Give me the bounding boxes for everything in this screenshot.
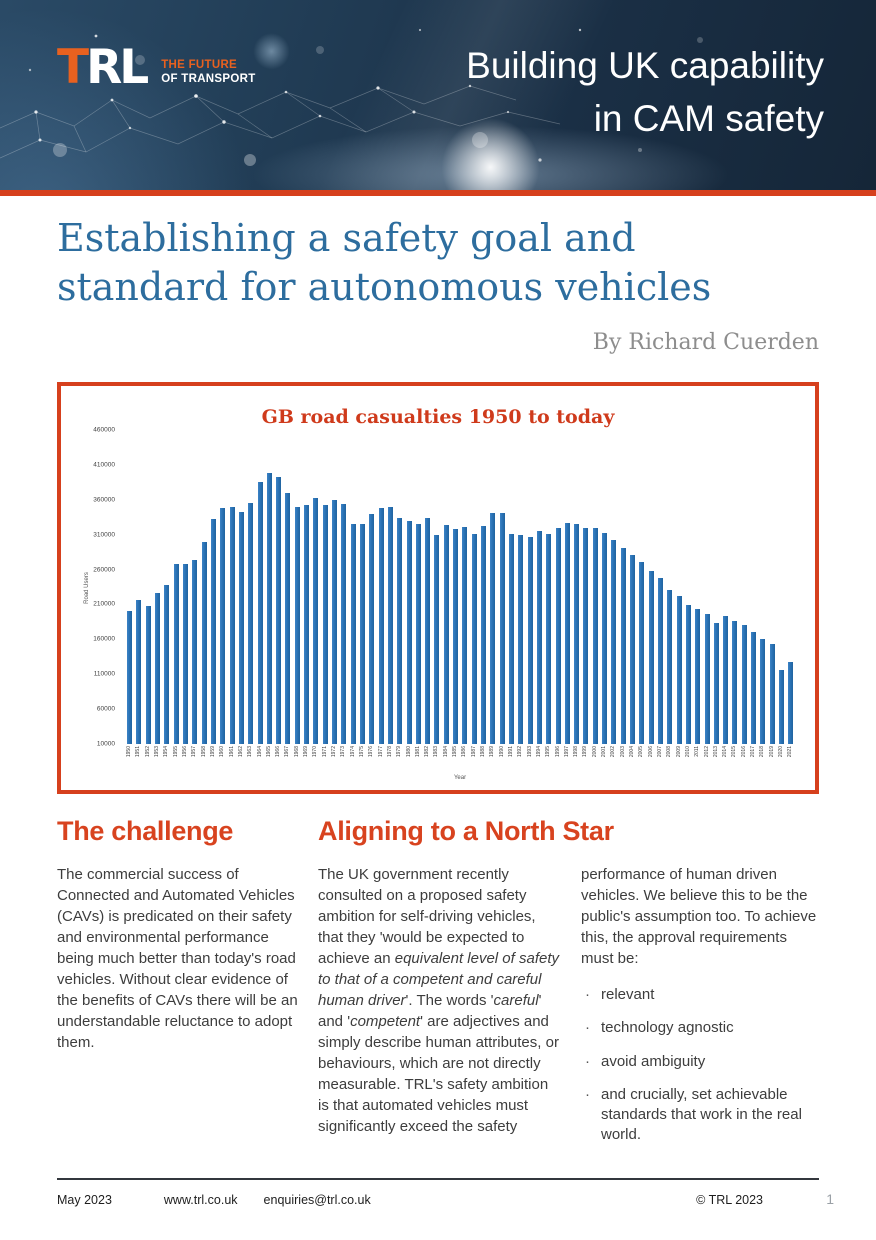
bar-slot [200,430,209,744]
x-tick-label: 1962 [237,746,244,758]
casualty-bar [174,564,179,744]
logo-tagline [161,59,255,89]
bar-slot [619,430,628,744]
x-tick-label: 2010 [684,746,691,758]
casualty-bar [537,531,542,744]
casualty-bar [164,585,169,744]
x-tick-label: 1990 [498,746,505,758]
bar-slot [684,430,693,744]
bar-slot [451,430,460,744]
casualty-bar [462,527,467,744]
x-axis-labels [125,746,795,772]
casualty-bar [779,670,784,744]
bar-slot [572,430,581,744]
casualty-bar [258,482,263,744]
page-footer [57,1178,834,1207]
bar-slot [386,430,395,744]
casualty-bar [500,513,505,744]
casualty-bar [425,518,430,744]
report-series-title-line1: Building UK capability [466,45,824,86]
x-tick-label: 1964 [256,746,263,758]
bar-slot [553,430,562,744]
x-tick-label: 2009 [675,746,682,758]
casualty-bar [481,526,486,744]
casualty-bar [760,639,765,744]
bar-slot [768,430,777,744]
casualty-bar [276,477,281,744]
bar-slot [376,430,385,744]
x-tick-label: 2019 [768,746,775,758]
bar-slot [479,430,488,744]
casualty-bar [546,534,551,744]
page-number: 1 [826,1191,834,1207]
casualty-bar [239,512,244,744]
x-tick-label: 1999 [582,746,589,758]
x-tick-label: 1997 [563,746,570,758]
casualty-bar [323,505,328,744]
x-tick-label: 1988 [480,746,487,758]
casualty-bar [732,621,737,744]
casualty-bar [639,562,644,744]
bullet-marker: · [585,986,590,1003]
x-tick-label: 1974 [349,746,356,758]
casualty-bar [677,596,682,744]
x-tick-label: 2020 [778,746,785,758]
casualty-bar [295,507,300,744]
bar-slot [172,430,181,744]
casualty-bar [434,535,439,744]
bar-slot [162,430,171,744]
casualty-bar [416,524,421,744]
casualty-bar [602,533,607,744]
chart-title: GB road casualties 1950 to today [261,406,615,428]
tagline-line1: THE FUTURE [161,59,238,72]
x-tick-label: 1966 [275,746,282,758]
footer-row [57,1193,819,1207]
casualty-bar [388,507,393,744]
casualty-bar [230,507,235,744]
y-tick-label: 260000 [93,566,115,574]
x-tick-label: 1957 [191,746,198,758]
bar-slot [525,430,534,744]
bar-slot [227,430,236,744]
x-tick-label: 1973 [340,746,347,758]
trl-logo-wordmark [57,40,147,95]
y-tick-label: 310000 [93,531,115,539]
bar-slot [665,430,674,744]
x-tick-label: 2003 [619,746,626,758]
bar-slot [498,430,507,744]
x-tick-label: 1987 [470,746,477,758]
page-title-line1: Establishing a safety goal and [57,216,636,260]
casualty-bar [220,508,225,744]
bar-slot [144,430,153,744]
header-accent-rule [0,190,876,196]
x-tick-label: 1977 [377,746,384,758]
challenge-paragraph: The commercial success of Connected and Automated Vehicles (CAVs) is predicated on their safety and environmental performance being much better than today's road vehicles. Without clear evidence of the benefits of CAVs there will be an understandable reluctance to adopt them. [57,866,298,1051]
x-tick-label: 1983 [433,746,440,758]
casualty-bar [770,644,775,744]
x-tick-label: 2008 [666,746,673,758]
bar-slot [581,430,590,744]
bar-slot [442,430,451,744]
x-tick-label: 1986 [461,746,468,758]
x-tick-label: 2006 [647,746,654,758]
requirement-text: relevant [601,986,655,1003]
x-tick-label: 2000 [591,746,598,758]
casualty-bar [649,571,654,744]
footer-website-link[interactable]: www.trl.co.uk [163,1193,238,1207]
x-tick-label: 1958 [200,746,207,758]
x-tick-label: 2021 [787,746,794,758]
footer-email-link[interactable]: enquiries@trl.co.uk [263,1193,371,1207]
north-star-paragraph-1: The UK government recently consulted on a proposed safety ambition for self-driving vehicles, that they 'would be expected to achieve an equivalent level of safety to that of a competent and careful human driver'. The words 'careful' and 'competent' are adjectives and simply describe human attributes, or behaviours, which are not directly measurable. TRL's safety ambition is that automated vehicles must significantly exceed the safety [318,866,560,1135]
bar-slot [777,430,786,744]
casualty-bar [379,508,384,744]
x-tick-label: 1995 [545,746,552,758]
casualty-bar [146,606,151,744]
bar-slot [330,430,339,744]
section-heading-challenge: The challenge [57,816,234,846]
bar-slot [339,430,348,744]
casualty-bar [313,498,318,744]
bar-slot [544,430,553,744]
casualty-bar [155,593,160,744]
x-tick-label: 2013 [712,746,719,758]
bar-slot [255,430,264,744]
bar-slot [265,430,274,744]
casualty-bar [565,523,570,744]
bar-slot [395,430,404,744]
casualty-bar [192,560,197,744]
bar-slot [786,430,795,744]
x-tick-label: 1992 [517,746,524,758]
requirement-item [581,1085,819,1146]
y-tick-label: 460000 [93,426,115,434]
casualty-bar [667,590,672,744]
page-title [57,214,819,313]
x-tick-label: 1993 [526,746,533,758]
x-tick-label: 1956 [182,746,189,758]
bar-slot [293,430,302,744]
casualty-bar [490,513,495,744]
bar-slot [702,430,711,744]
casualty-bar [304,505,309,744]
bar-slot [470,430,479,744]
casualty-bar [211,519,216,744]
report-series-title-line2: in CAM safety [593,97,824,139]
casualty-bar [248,503,253,744]
x-tick-label: 1980 [405,746,412,758]
bar-slot [367,430,376,744]
casualty-bar [351,524,356,744]
x-tick-label: 1981 [414,746,421,758]
y-tick-label: 160000 [93,635,115,643]
requirement-text: avoid ambiguity [601,1052,706,1070]
x-tick-label: 1979 [396,746,403,758]
casualty-bar [695,609,700,744]
x-tick-label: 1951 [135,746,142,758]
bar-slot [674,430,683,744]
tagline-line2: OF TRANSPORT [161,72,256,85]
casualty-bar [341,504,346,744]
casualty-bar [267,473,272,744]
bar-slot [274,430,283,744]
casualty-bar [518,535,523,744]
bar-slot [302,430,311,744]
x-tick-label: 2005 [638,746,645,758]
chart-bars [125,430,795,744]
bar-slot [283,430,292,744]
casualty-bar [183,564,188,744]
bar-slot [563,430,572,744]
bar-slot [488,430,497,744]
bar-slot [647,430,656,744]
bar-slot [237,430,246,744]
casualty-bar [285,493,290,744]
x-tick-label: 1960 [219,746,226,758]
x-tick-label: 1998 [573,746,580,758]
casualty-bar [472,534,477,744]
y-tick-label: 410000 [93,461,115,469]
x-tick-label: 1955 [172,746,179,758]
bar-slot [628,430,637,744]
casualty-bar [556,528,561,744]
bar-slot [134,430,143,744]
x-tick-label: 2014 [722,746,729,758]
page-title-line2: standard for autonomous vehicles [57,265,712,310]
casualty-bar [742,625,747,744]
x-tick-label: 2007 [656,746,663,758]
bar-slot [414,430,423,744]
x-tick-label: 1959 [209,746,216,758]
casualty-bar [621,548,626,744]
bar-slot [712,430,721,744]
x-tick-label: 2004 [629,746,636,758]
x-tick-label: 1952 [144,746,151,758]
y-tick-label: 10000 [96,740,115,748]
header-banner [0,0,876,190]
bar-slot [693,430,702,744]
bar-slot [432,430,441,744]
y-axis-title: Road Users [84,572,90,604]
bar-slot [749,430,758,744]
x-tick-label: 2001 [601,746,608,758]
x-tick-label: 1989 [489,746,496,758]
casualties-chart [57,382,819,794]
logo-letter-t: T [57,40,87,95]
bar-slot [349,430,358,744]
x-tick-label: 2012 [703,746,710,758]
x-tick-label: 1967 [284,746,291,758]
x-tick-label: 1963 [247,746,254,758]
x-tick-label: 1971 [321,746,328,758]
bullet-marker: · [585,1052,590,1070]
casualty-bar [686,605,691,744]
x-tick-label: 1982 [424,746,431,758]
bar-slot [311,430,320,744]
x-tick-label: 2002 [610,746,617,758]
x-tick-label: 2016 [740,746,747,758]
casualty-bar [202,542,207,744]
casualty-bar [611,540,616,744]
casualty-bar [509,534,514,744]
bar-slot [516,430,525,744]
bar-slot [591,430,600,744]
section-heading-north-star: Aligning to a North Star [318,816,614,846]
requirement-item [581,985,819,1005]
x-tick-label: 1978 [386,746,393,758]
bar-slot [404,430,413,744]
casualty-bar [453,529,458,744]
x-tick-label: 1970 [312,746,319,758]
x-tick-label: 2017 [750,746,757,758]
casualty-bar [630,555,635,744]
requirement-item [581,1052,819,1072]
body-columns [57,816,819,1159]
bar-slot [740,430,749,744]
footer-copyright: © TRL 2023 [696,1193,763,1207]
bar-slot [125,430,134,744]
requirement-text: technology agnostic [601,1019,734,1037]
report-series-title [466,40,824,145]
bar-slot [637,430,646,744]
chart-plot-area [125,430,795,744]
x-tick-label: 1965 [265,746,272,758]
bullet-marker: · [585,1019,590,1037]
x-tick-label: 1972 [331,746,338,758]
casualty-bar [723,616,728,744]
casualty-bar [444,525,449,744]
x-tick-label: 1991 [507,746,514,758]
y-axis-labels [67,426,119,748]
x-tick-label: 1996 [554,746,561,758]
byline: By Richard Cuerden [592,330,819,355]
x-tick-label: 2011 [694,746,701,757]
casualty-bar [788,662,793,744]
x-tick-label: 1953 [154,746,161,758]
casualty-bar [583,528,588,744]
x-tick-label: 1954 [163,746,170,758]
trl-logo [57,40,256,95]
north-star-column-3 [581,864,819,1159]
bar-slot [609,430,618,744]
x-tick-label: 1994 [535,746,542,758]
casualty-bar [407,521,412,744]
bar-slot [460,430,469,744]
bar-slot [153,430,162,744]
casualty-bar [127,611,132,744]
y-tick-label: 110000 [93,670,115,678]
casualty-bar [705,614,710,744]
x-axis-title: Year [453,775,467,781]
casualty-bar [369,514,374,744]
logo-letters-rl: RL [86,40,147,95]
casualty-bar [714,623,719,744]
x-tick-label: 1984 [442,746,449,758]
requirement-text: and crucially, set achievable standards that work in the real world. [601,1085,802,1144]
north-star-paragraph-2: performance of human driven vehicles. We believe this to be the public's assumption too. To achieve this, the approval requirements must be: [581,866,817,967]
x-tick-label: 1985 [452,746,459,758]
x-tick-label: 1961 [228,746,235,758]
x-tick-label: 2015 [731,746,738,758]
x-tick-label: 1969 [303,746,310,758]
casualty-bar [658,578,663,744]
x-tick-label: 1968 [293,746,300,758]
x-tick-label: 2018 [759,746,766,758]
bullet-marker: · [585,1085,590,1103]
bar-slot [758,430,767,744]
casualty-bar [136,600,141,744]
bar-slot [730,430,739,744]
bar-slot [507,430,516,744]
casualty-bar [332,500,337,744]
bar-slot [209,430,218,744]
bar-slot [181,430,190,744]
y-tick-label: 210000 [93,600,115,608]
bar-slot [321,430,330,744]
footer-date: May 2023 [57,1193,112,1207]
x-tick-label: 1976 [368,746,375,758]
bar-slot [358,430,367,744]
bar-slot [535,430,544,744]
bar-slot [190,430,199,744]
casualty-bar [528,537,533,744]
bar-slot [600,430,609,744]
casualty-bar [574,524,579,744]
requirements-list [581,985,819,1146]
casualty-bar [397,518,402,744]
bar-slot [423,430,432,744]
casualty-bar [751,632,756,744]
y-tick-label: 360000 [93,496,115,504]
bar-slot [246,430,255,744]
x-tick-label: 1975 [358,746,365,758]
casualty-bar [593,528,598,744]
bar-slot [218,430,227,744]
casualty-bar [360,524,365,744]
bar-slot [721,430,730,744]
y-tick-label: 60000 [96,705,115,713]
bar-slot [656,430,665,744]
requirement-item [581,1018,819,1038]
x-tick-label: 1950 [126,746,133,758]
